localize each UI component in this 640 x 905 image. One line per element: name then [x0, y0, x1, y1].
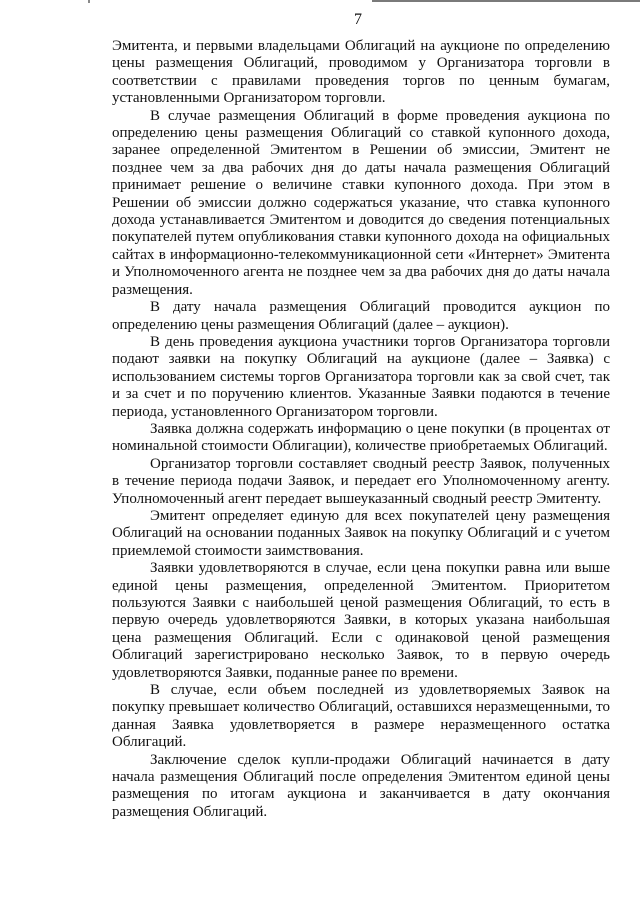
paragraph: В случае размещения Облигаций в форме проведения аукциона по определению цены размещения Облигаций со ставкой купонного дохода, заранее определенной Эмитентом в Решении об эмиссии, Эмитент не позднее чем за два рабочих дня до даты начала размещения Облигаций принимает решение о величине ставки купонного дохода. При этом в Решении об эмиссии должно содержаться указание, что ставка купонного дохода устанавливается Эмитентом и доводится до сведения потенциальных покупателей путем опубликования ставки купонного дохода на официальных сайтах в информационно-телекоммуникационной сети «Интернет» Эмитента и Уполномоченного агента не позднее чем за два рабочих дня до даты начала размещения.: [112, 107, 610, 298]
paragraph-continuation: Эмитента, и первыми владельцами Облигаций на аукционе по определению цены размещения Облигаций, проводимом у Организатора торговли в соответствии с правилами проведения торгов по ценным бумагам, установленными Организатором торговли.: [112, 38, 610, 107]
paragraph: Заявка должна содержать информацию о цене покупки (в процентах от номинальной стоимости Облигации), количестве приобретаемых Облигаций.: [112, 420, 610, 455]
paragraph: Организатор торговли составляет сводный реестр Заявок, полученных в течение периода подачи Заявок, и передает его Уполномоченному агенту. Уполномоченный агент передает вышеуказанный сводный реестр Эмитенту.: [112, 455, 610, 507]
top-scan-mark: [88, 0, 90, 3]
paragraph: В случае, если объем последней из удовлетворяемых Заявок на покупку превышает количество Облигаций, оставшихся неразмещенными, то данная Заявка удовлетворяется в размере неразмещенного остатка Облигаций.: [112, 682, 610, 751]
paragraph: Заявки удовлетворяются в случае, если цена покупки равна или выше единой цены размещения, определенной Эмитентом. Приоритетом пользуются Заявки с наибольшей ценой размещения Облигаций, то есть в первую очередь удовлетворяются Заявки, в которых указана наибольшая цена размещения Облигаций. Если с одинаковой ценой размещения Облигаций зарегистрировано несколько Заявок, то в первую очередь удовлетворяются Заявки, поданные ранее по времени.: [112, 560, 610, 681]
paragraph: Эмитент определяет единую для всех покупателей цену размещения Облигаций на основании поданных Заявок на покупку Облигаций и с учетом приемлемой стоимости заимствования.: [112, 507, 610, 559]
top-scan-rule: [372, 0, 640, 2]
paragraph: Заключение сделок купли-продажи Облигаций начинается в дату начала размещения Облигаций после определения Эмитентом единой цены размещения по итогам аукциона и заканчивается в дату окончания размещения Облигаций.: [112, 751, 610, 820]
document-body: [112, 38, 610, 821]
paragraph: В дату начала размещения Облигаций проводится аукцион по определению цены размещения Облигаций (далее – аукцион).: [112, 299, 610, 333]
paragraph: В день проведения аукциона участники торгов Организатора торговли подают заявки на покупку Облигаций на аукционе (далее – Заявка) с использованием системы торгов Организатора торговли как за свой счет, так и за счет и по поручению клиентов. Указанные Заявки подаются в течение периода, установленного Организатором торговли.: [112, 333, 610, 420]
page-number: 7: [354, 11, 362, 28]
